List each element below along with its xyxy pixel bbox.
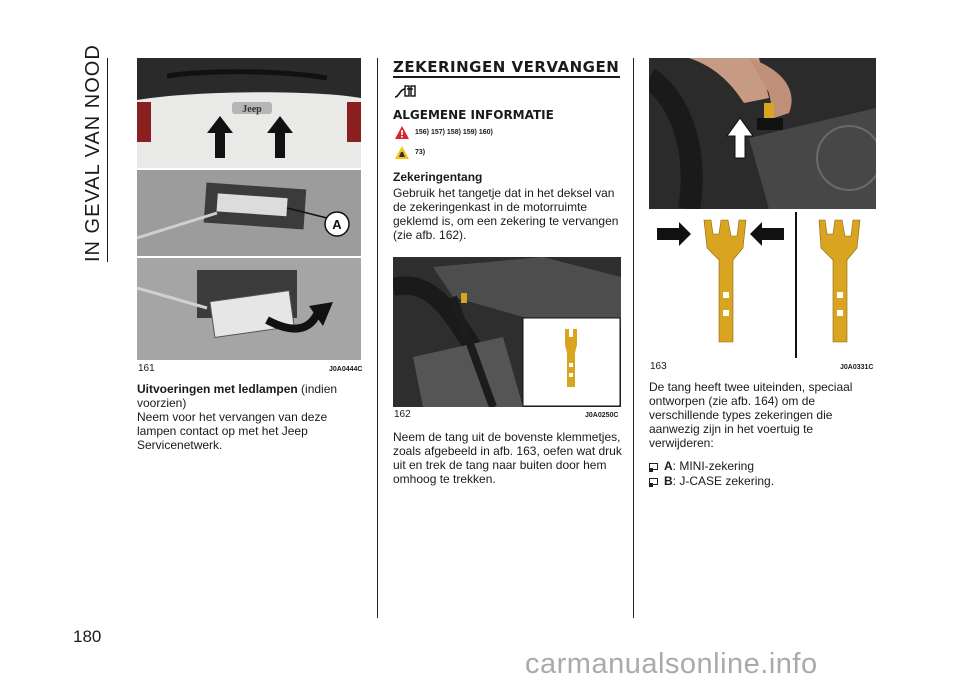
bullet-icon [649,478,658,485]
fuse-pliers-usage: Neem de tang uit de bovenste klemmetjes, zoals afgebeeld in afb. 163, oefen wat druk uit en trek de tang naar buiten door hem omhoog te trekken. [393,430,622,486]
bullet-text-b: : J-CASE zekering. [672,474,775,488]
led-lamps-note: (indien voorzien) [137,382,338,410]
page-number: 180 [73,627,102,646]
figure-162 [393,257,621,407]
chapter-side-title-text: IN GEVAL VAN NOOD [82,44,104,262]
figure-161-number: 161 [138,363,155,374]
figure-161-code: J0A0444C [329,366,363,373]
callout-a: A [332,217,342,232]
caution-hand-icon [395,146,409,159]
bullet-text-a: : MINI-zekering [672,459,755,473]
bullet-icon [649,463,658,470]
jeep-badge: Jeep [242,104,262,115]
column-divider-1 [377,58,378,618]
figure-162-code: J0A0250C [585,412,619,419]
subsection-heading: ALGEMENE INFORMATIE [393,108,554,122]
warning-references [395,126,493,139]
figure-163-tongs-illustration [649,212,876,358]
warning-triangle-icon [395,126,409,139]
figure-163-photo-illustration [649,58,876,209]
figure-163-tongs [649,212,876,358]
figure-161-illustration [137,58,361,360]
fuse-symbol-icon [393,83,419,101]
warning-refs-text: 156) 157) 158) 159) 160) [415,129,493,136]
side-divider [107,58,108,262]
bullet-jcase-fuse [649,474,774,488]
bullet-mini-fuse [649,459,754,473]
bullet-key-a: A [664,459,673,473]
figure-163-code: J0A0331C [840,364,874,371]
section-heading-rule [393,76,620,78]
fuse-pliers-label: Zekeringentang [393,170,483,184]
led-lamps-label: Uitvoeringen met ledlampen [137,382,298,396]
figure-163-photo [649,58,876,209]
led-lamps-instruction: Neem voor het vervangen van deze lampen contact op met het Jeep Servicenetwerk. [137,410,328,452]
bullet-key-b: B [664,474,673,488]
watermark: carmanualsonline.info [525,648,818,680]
caution-refs-text: 73) [415,149,426,156]
figure-163-number: 163 [650,361,667,372]
pliers-ends-paragraph: De tang heeft twee uiteinden, speciaal ontworpen (zie afb. 164) om de verschillende types zekeringen die aanwezig zijn in het voertuig te verwijderen: [649,380,853,450]
figure-162-illustration [393,257,621,407]
section-heading: ZEKERINGEN VERVANGEN [393,58,620,76]
column-divider-2 [633,58,634,618]
caution-references [395,146,425,159]
figure-162-number: 162 [394,409,411,420]
fuse-pliers-paragraph: Gebruik het tangetje dat in het deksel van de zekeringenkast in de motorruimte geklemd is, om een zekering te vervangen (zie afb. 162). [393,186,619,242]
led-lamps-paragraph [137,382,362,410]
figure-161 [137,58,361,360]
